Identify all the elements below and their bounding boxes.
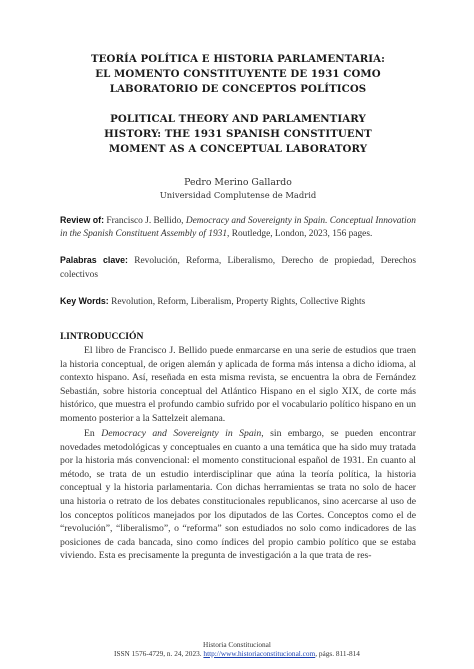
footer-citation [0,649,474,658]
paragraph-2-start: En [84,428,102,440]
spanish-title-line: TEORÍA POLÍTICA E HISTORIA PARLAMENTARIA: [90,53,386,65]
author-name: Pedro Merino Gallardo [184,177,292,188]
keywords-en-label: Key Words: [60,295,109,306]
english-title-line: HISTORY: THE 1931 SPANISH CONSTITUENT [104,128,372,140]
paragraph-2 [60,427,416,562]
author-affiliation: Universidad Complutense de Madrid [159,190,317,200]
article-page [60,52,416,563]
paragraph-1: El libro de Francisco J. Bellido puede enmarcarse en una serie de estudios que traen la historia conceptual, de origen alemán y aplicada de forma más intensa a dicho idioma, al contexto hispano. Así, reseñada en esta misma revista, se encuentra la obra de Fernández Sebastián, sobre historia conceptual del Atlántico Hispano en el siglo XIX, de corte más histórico, que muestra el profundo cambio sufrido por el vocabulario político hispano en un momento posterior a la Sattelzeit alemana. [60,345,416,424]
keywords-es-label: Palabras clave: [60,255,128,266]
keywords-es-text: Revolución, Reforma, Liberalismo, Derecho de propiedad, Derechos colectivos [60,256,416,280]
paragraph-2-book-title: Democracy and Sovereignty in Spain [101,428,262,440]
spanish-title-line: EL MOMENTO CONSTITUYENTE DE 1931 COMO [95,68,381,80]
footer-journal: Historia Constitucional [203,640,271,649]
keywords-english [60,295,416,309]
english-title-line: MOMENT AS A CONCEPTUAL LABORATORY [108,143,368,155]
review-book-title: Democracy and Sovereignty in Spain. Conceptual Innovation in the Spanish Constituent Assembly of 1931 [60,216,416,240]
spanish-title [60,52,416,97]
section-heading: I.INTRODUCCIÓN [60,331,144,343]
footer-pages: , págs. 811-814 [315,649,360,658]
review-of [60,214,416,241]
footer-url-link[interactable]: http://www.historiaconstitucional.com [203,649,316,658]
keywords-spanish [60,254,416,281]
english-title-line: POLITICAL THEORY AND PARLAMENTIARY [110,113,366,125]
footer-issn: ISSN 1576-4729, n. 24, 2023. [114,649,202,658]
paragraph-2-body: , sin embargo, se pueden encontrar novedades metodológicas y conceptuales en cuanto a una temática que ha sido muy tratada por la historia más convencional: el momento constitucional español de 1931. En cuanto al método, se trata de un estudio interdisciplinar que aúna la teoría política, la historia conceptual y la historia parlamentaria. Con dichas herramientas se trata no solo de hacer una historia o retrato de los debates constitucionales republicanos, sino acercarse al uso de los conceptos políticos manejados por los diputados de las Cortes. Conceptos como el de “revolución”, “liberalismo”, o “reforma” son estudiados no solo como indicadores de las posiciones de cada bancada, sino como índices del propio cambio político que se estaba viviendo. Esta es precisamente la pregunta de investigación a la que trata de res- [60,428,417,562]
review-label: Review of: [60,215,105,225]
keywords-en-text: Revolution, Reform, Liberalism, Property Rights, Collective Rights [111,296,366,307]
spanish-title-line: LABORATORIO DE CONCEPTOS POLÍTICOS [109,83,367,95]
english-title [60,112,416,157]
review-publisher: , Routledge, London, 2023, 156 pages. [227,229,373,240]
review-book-author: Francisco J. Bellido, [106,216,184,226]
